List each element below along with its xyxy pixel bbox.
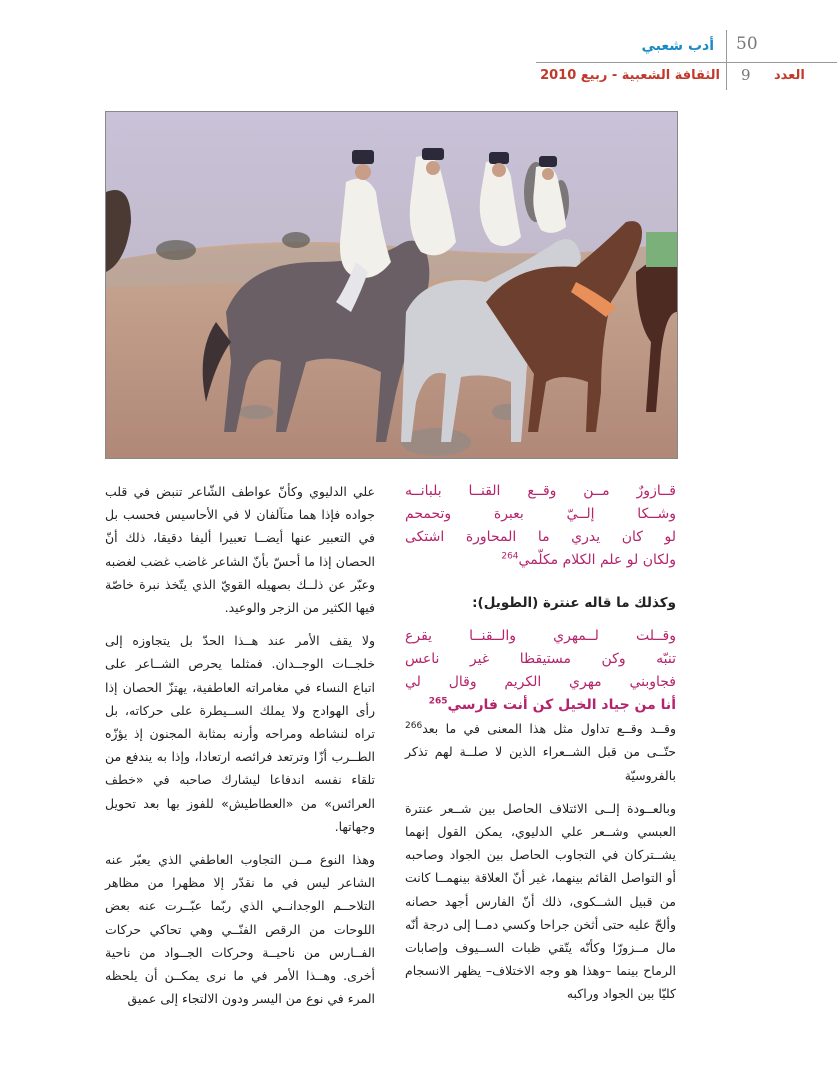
paragraph-text: وقــد وقــع تداول مثل هذا المعنى في ما بعد xyxy=(422,721,676,737)
footnote-ref: 265 xyxy=(428,696,448,707)
paragraph xyxy=(405,717,676,787)
poem-1-line: وشــكا إلــيّ بعبرة وتحمحم xyxy=(405,506,676,522)
horsemen-photo xyxy=(105,111,678,459)
horsemen-photo-icon xyxy=(106,112,677,458)
paragraph: علي الدليوي وكأنّ عواطف الشّاعر تنبض في قلب جواده فإذا هما متآلفان لا في الأحاسيس فحسب بل في التعبير عنها أيضــا تعبيرا أليفا دقيقا، ذلك أنّ الحصان إذا ما أحسّ بأنّ الشاعر غاضب غضب لغضبه وعبّر عن ذلــك بصهيله القويّ الذي يتّخذ نبرة خاصّة فيها الكثير من الزجر والوعيد. xyxy=(105,484,375,616)
poem-1-line: لو كان يدري ما المحاورة اشتكى xyxy=(405,529,676,545)
header-divider-horizontal xyxy=(536,62,837,63)
poem-2-line xyxy=(405,694,676,717)
poem-1-line: قــازورٌ مــن وقــع القنــا بلبانــه xyxy=(405,483,676,499)
poem-1-line xyxy=(405,549,676,572)
poem-2-line: تنبّه وكن مستيقظا غير ناعس xyxy=(405,651,676,668)
poem-intro: وكذلك ما قاله عنترة (الطويل): xyxy=(472,595,676,611)
right-column xyxy=(405,480,676,1016)
section-title: أدب شعبي xyxy=(641,38,714,54)
paragraph: ولا يقف الأمر عند هــذا الحدّ بل يتجاوزه إلى خلجــات الوجــدان. فمثلما يحرص الشــاعر على اتباع النساء في مغامراته العاطفية، يهتزّ الحصان إذا رأى الهوادج ولا يملك الســيطرة على حركاته، بل تراه لنشاطه ومراحه وأرنه بمثابة المجنون إذ يؤزّه الطــرب أزّا وترتعد فرائصه ارتعادا، وإذا به يندفع من تلقاء نفسه اندفاعا ليشارك صاحبه في «خطف العرائس» من «العطاطيش» للفوز بها بعد تحويل وجهاتها. xyxy=(105,633,375,834)
poem-1-line-text: ولكان لو علم الكلام مكلّمي xyxy=(518,552,676,568)
paragraph: وبالعــودة إلــى الائتلاف الحاصل بين شــعر عنترة العبسي وشــعر علي الدليوي، يمكن القول إنهما يشــتركان في التجاوب الحاصل بين الجواد وصاحبه أو التواصل القائم بينهما، غير أنّ العلاقة بينهمــا كانت من قبيل الشــكوى، ذلك أنّ الفارس أجهد حصانه وألحّ عليه حتى أثخن جراحا وكسي دمــا إلى درجة أنّه مال مــزورّا وكأنّه يتّقي ظبات الســيوف وإصابات الرماح بينما –وهذا هو وجه الاختلاف– يظهر الانسجام كليّا بين الجواد وراكبه xyxy=(405,800,676,1002)
poem-1 xyxy=(405,480,676,572)
paragraph: وهذا النوع مــن التجاوب العاطفي الذي يعبّر عنه الشاعر ليس في ما نقدّر إلا مظهرا من مظاهر التلاحــم الوجدانــي الذي ربّما عبّــرت عنه بعض اللوحات من الرقص الفنّــي وهي تحاكي حركات الفــارس من ناحيــة وحركات الجــواد من ناحية أخرى. وهــذا الأمر في ما نرى يمكــن أن يلحظه المرء في نوع من اليسر ودون الالتجاء إلى عميق xyxy=(105,852,375,1007)
footnote-ref: 264 xyxy=(501,551,519,562)
page-number: 50 xyxy=(736,34,758,54)
poem-2-line-text: أنا من جياد الخيل كن أنت فارسي xyxy=(447,697,676,714)
poem-2-line: وقــلت لــمهري والــقنــا يقرع xyxy=(405,628,676,645)
magazine-title: الثقافة الشعبية - ربيع 2010 xyxy=(540,68,720,83)
paragraph-text: حتّــى من قبل الشــعراء الذين لا صلــة لهم تذكر بالفروسيّة xyxy=(405,744,676,783)
poem-2-line: فجاوبني مهري الكريم وقال لي xyxy=(405,674,676,691)
header-divider-vertical xyxy=(726,30,727,90)
footnote-ref: 266 xyxy=(405,721,423,732)
left-column xyxy=(105,480,375,1020)
issue-label: العدد xyxy=(774,68,805,83)
poem-2 xyxy=(405,625,676,717)
issue-number: 9 xyxy=(741,66,751,84)
